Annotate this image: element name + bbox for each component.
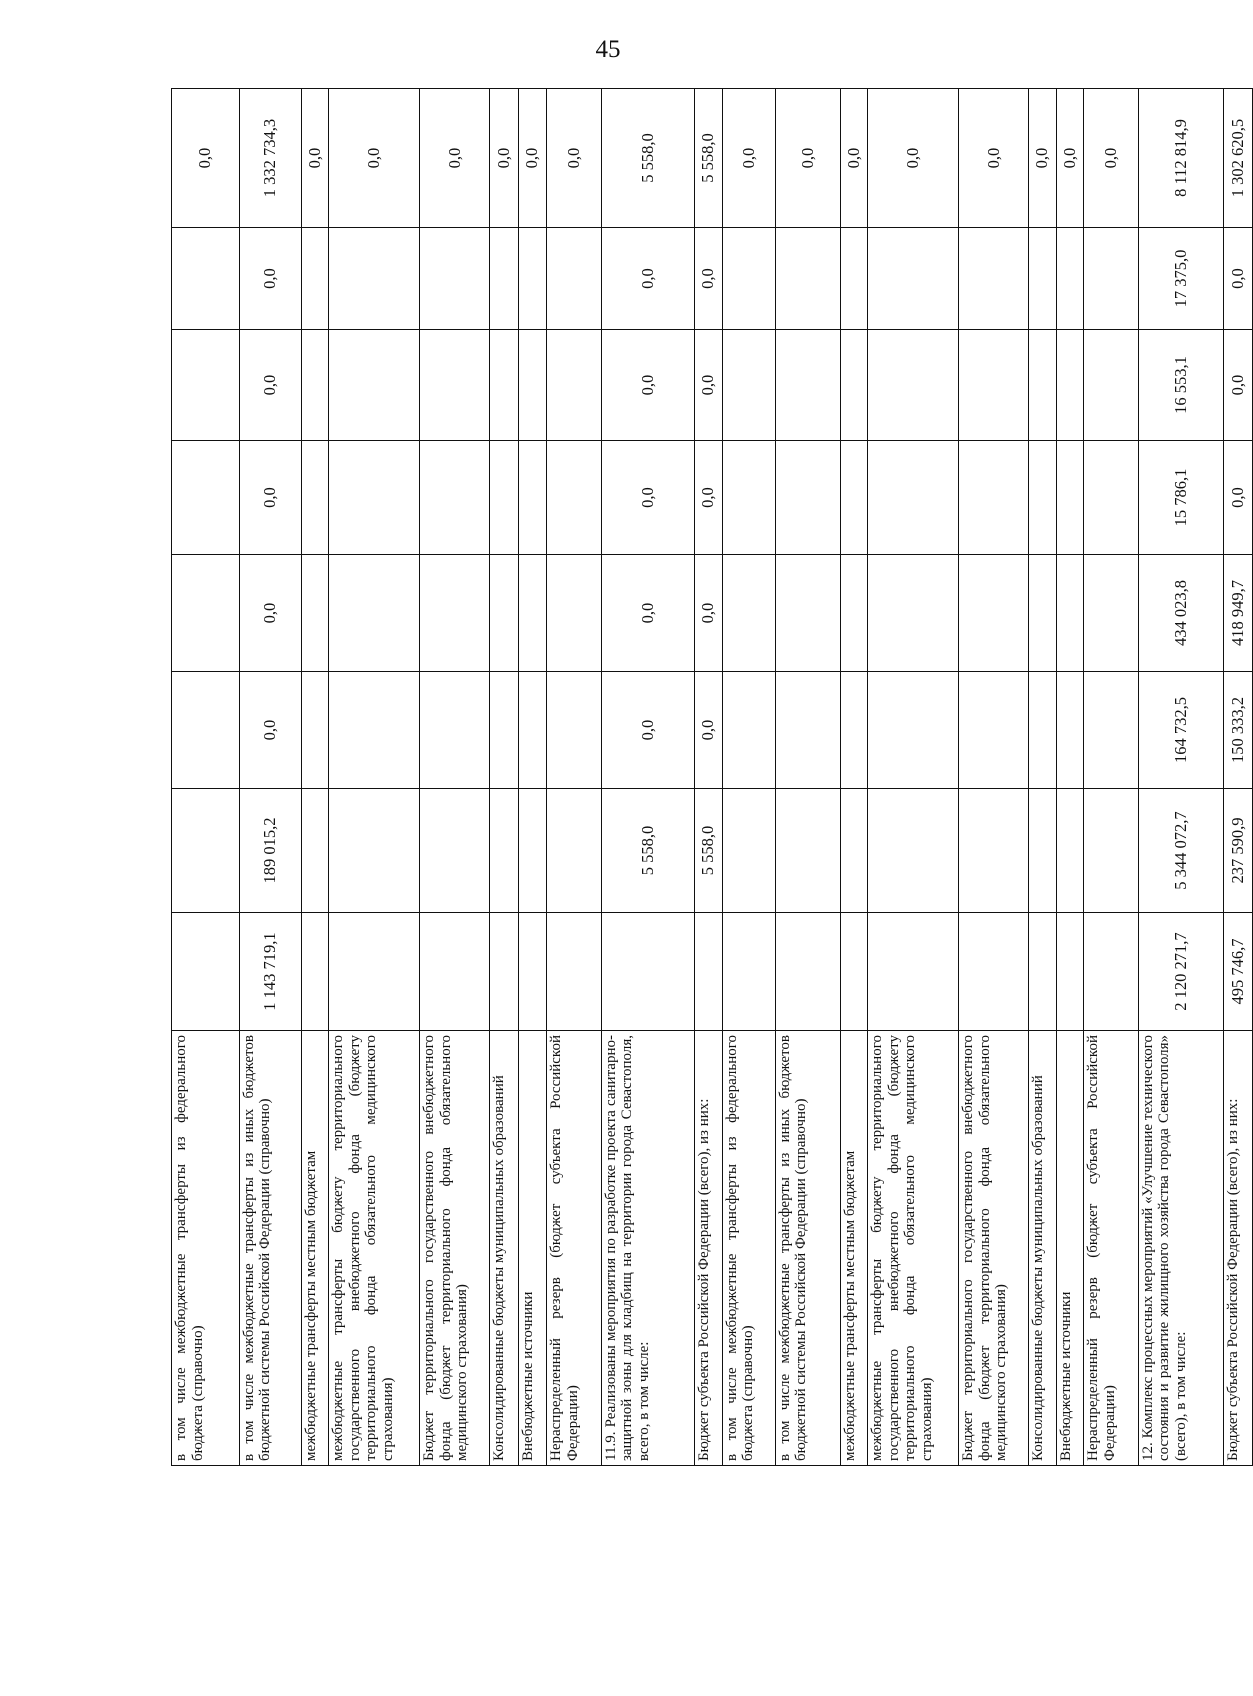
row-total-cell: 1 332 734,3 xyxy=(239,89,301,228)
value-cell xyxy=(959,555,1029,672)
row-total-cell: 0,0 xyxy=(329,89,420,228)
value-cell xyxy=(722,789,775,913)
value-cell: 0,0 xyxy=(239,330,301,441)
value-cell xyxy=(172,441,240,555)
value-cell: 0,0 xyxy=(695,555,722,672)
row-total-cell: 5 558,0 xyxy=(695,89,722,228)
value-cell xyxy=(329,913,420,1031)
value-cell xyxy=(959,330,1029,441)
value-cell xyxy=(329,555,420,672)
row-label: Бюджет субъекта Российской Федерации (всего), из них: xyxy=(1224,1031,1253,1466)
row-label: межбюджетные трансферты местным бюджетам xyxy=(301,1031,328,1466)
table-row xyxy=(1084,89,1139,1466)
row-total-cell: 0,0 xyxy=(547,89,602,228)
value-cell xyxy=(301,228,328,330)
value-cell xyxy=(1056,789,1083,913)
value-cell: 0,0 xyxy=(695,672,722,789)
value-cell xyxy=(722,330,775,441)
table-row xyxy=(722,89,775,1466)
row-total-cell: 0,0 xyxy=(840,89,867,228)
value-cell xyxy=(775,555,840,672)
value-cell: 5 558,0 xyxy=(695,789,722,913)
row-label: в том числе межбюджетные трансферты из иных бюджетов бюджетной системы Российской Федерации (справочно) xyxy=(775,1031,840,1466)
value-cell xyxy=(1084,913,1139,1031)
row-total-cell: 0,0 xyxy=(1029,89,1056,228)
value-cell xyxy=(547,228,602,330)
value-cell xyxy=(840,441,867,555)
value-cell xyxy=(959,913,1029,1031)
value-cell xyxy=(1029,672,1056,789)
value-cell xyxy=(695,913,722,1031)
row-total-cell: 0,0 xyxy=(420,89,490,228)
value-cell xyxy=(301,441,328,555)
value-cell xyxy=(301,330,328,441)
value-cell xyxy=(301,913,328,1031)
row-label: в том числе межбюджетные трансферты из федерального бюджета (справочно) xyxy=(172,1031,240,1466)
table-row xyxy=(518,89,547,1466)
value-cell xyxy=(959,789,1029,913)
value-cell: 495 746,7 xyxy=(1224,913,1253,1031)
value-cell: 0,0 xyxy=(239,555,301,672)
value-cell: 150 333,2 xyxy=(1224,672,1253,789)
value-cell: 0,0 xyxy=(601,330,694,441)
value-cell xyxy=(868,330,959,441)
value-cell xyxy=(1056,913,1083,1031)
value-cell xyxy=(172,555,240,672)
value-cell xyxy=(840,789,867,913)
row-label: Внебюджетные источники xyxy=(518,1031,547,1466)
value-cell: 0,0 xyxy=(1224,441,1253,555)
value-cell xyxy=(722,913,775,1031)
page-number: 45 xyxy=(595,36,621,63)
row-label: Консолидированные бюджеты муниципальных образований xyxy=(1029,1031,1056,1466)
row-label: Бюджет территориального государственного внебюджетного фонда (бюджет территориального фонда обязательного медицинского страхования) xyxy=(959,1031,1029,1466)
value-cell xyxy=(490,330,519,441)
value-cell xyxy=(868,913,959,1031)
value-cell xyxy=(518,672,547,789)
value-cell xyxy=(518,228,547,330)
value-cell: 434 023,8 xyxy=(1138,555,1224,672)
table-row xyxy=(959,89,1029,1466)
value-cell xyxy=(329,330,420,441)
table-row xyxy=(1138,89,1224,1466)
row-total-cell: 0,0 xyxy=(172,89,240,228)
row-label: Бюджет субъекта Российской Федерации (всего), из них: xyxy=(695,1031,722,1466)
table-row xyxy=(329,89,420,1466)
table-row xyxy=(172,89,240,1466)
value-cell: 0,0 xyxy=(1224,330,1253,441)
value-cell: 16 553,1 xyxy=(1138,330,1224,441)
value-cell: 0,0 xyxy=(601,555,694,672)
value-cell: 418 949,7 xyxy=(1224,555,1253,672)
value-cell xyxy=(1084,228,1139,330)
value-cell xyxy=(959,441,1029,555)
value-cell xyxy=(490,441,519,555)
value-cell xyxy=(518,789,547,913)
table-row xyxy=(239,89,301,1466)
table-row xyxy=(601,89,694,1466)
value-cell xyxy=(722,555,775,672)
value-cell: 0,0 xyxy=(601,672,694,789)
value-cell xyxy=(722,441,775,555)
value-cell xyxy=(1084,555,1139,672)
value-cell xyxy=(547,555,602,672)
value-cell: 2 120 271,7 xyxy=(1138,913,1224,1031)
value-cell xyxy=(329,789,420,913)
row-total-cell: 0,0 xyxy=(518,89,547,228)
table-row xyxy=(301,89,328,1466)
value-cell: 0,0 xyxy=(601,441,694,555)
value-cell xyxy=(1029,228,1056,330)
value-cell: 0,0 xyxy=(695,228,722,330)
row-label: Консолидированные бюджеты муниципальных образований xyxy=(490,1031,519,1466)
value-cell xyxy=(420,330,490,441)
rotated-table-container xyxy=(171,89,1253,1466)
value-cell: 0,0 xyxy=(601,228,694,330)
value-cell xyxy=(490,789,519,913)
row-label: Внебюджетные источники xyxy=(1056,1031,1083,1466)
value-cell: 15 786,1 xyxy=(1138,441,1224,555)
row-total-cell: 0,0 xyxy=(490,89,519,228)
row-total-cell: 0,0 xyxy=(775,89,840,228)
value-cell: 0,0 xyxy=(239,228,301,330)
value-cell xyxy=(722,672,775,789)
value-cell xyxy=(1084,672,1139,789)
value-cell: 0,0 xyxy=(1224,228,1253,330)
value-cell xyxy=(1029,913,1056,1031)
value-cell: 0,0 xyxy=(239,441,301,555)
value-cell: 237 590,9 xyxy=(1224,789,1253,913)
value-cell xyxy=(547,913,602,1031)
value-cell xyxy=(547,330,602,441)
value-cell xyxy=(1029,555,1056,672)
value-cell: 1 143 719,1 xyxy=(239,913,301,1031)
budget-table xyxy=(171,88,1253,1466)
value-cell xyxy=(329,672,420,789)
row-total-cell: 1 302 620,5 xyxy=(1224,89,1253,228)
value-cell xyxy=(959,672,1029,789)
value-cell xyxy=(868,555,959,672)
value-cell xyxy=(420,672,490,789)
value-cell: 0,0 xyxy=(695,330,722,441)
value-cell xyxy=(172,913,240,1031)
value-cell xyxy=(1029,330,1056,441)
row-label: 11.9. Реализованы мероприятия по разработке проекта санитарно-защитной зоны для кладбищ на территории города Севастополя, всего, в том числе: xyxy=(601,1031,694,1466)
value-cell xyxy=(840,555,867,672)
row-label: Нераспределенный резерв (бюджет субъекта Российской Федерации) xyxy=(547,1031,602,1466)
row-total-cell: 0,0 xyxy=(301,89,328,228)
value-cell xyxy=(420,913,490,1031)
value-cell xyxy=(840,672,867,789)
value-cell: 164 732,5 xyxy=(1138,672,1224,789)
value-cell xyxy=(840,913,867,1031)
value-cell xyxy=(959,228,1029,330)
value-cell xyxy=(840,228,867,330)
value-cell xyxy=(1056,228,1083,330)
value-cell xyxy=(329,228,420,330)
value-cell xyxy=(547,441,602,555)
value-cell xyxy=(547,789,602,913)
value-cell xyxy=(1056,441,1083,555)
row-label: межбюджетные трансферты бюджету территориального государственного внебюджетного фонда (бюджету территориального фонда обязательного медицинского страхования) xyxy=(329,1031,420,1466)
row-label: в том числе межбюджетные трансферты из федерального бюджета (справочно) xyxy=(722,1031,775,1466)
value-cell: 0,0 xyxy=(695,441,722,555)
value-cell xyxy=(775,330,840,441)
value-cell xyxy=(775,441,840,555)
value-cell xyxy=(868,228,959,330)
value-cell xyxy=(301,555,328,672)
row-label: межбюджетные трансферты местным бюджетам xyxy=(840,1031,867,1466)
value-cell xyxy=(775,913,840,1031)
value-cell xyxy=(420,789,490,913)
value-cell xyxy=(1084,441,1139,555)
value-cell xyxy=(722,228,775,330)
value-cell xyxy=(775,672,840,789)
table-row xyxy=(840,89,867,1466)
table-row xyxy=(695,89,722,1466)
value-cell: 17 375,0 xyxy=(1138,228,1224,330)
value-cell xyxy=(1056,555,1083,672)
value-cell xyxy=(420,555,490,672)
value-cell xyxy=(172,228,240,330)
value-cell xyxy=(301,789,328,913)
value-cell xyxy=(329,441,420,555)
table-row xyxy=(1224,89,1253,1466)
value-cell xyxy=(775,789,840,913)
row-label: межбюджетные трансферты бюджету территориального государственного внебюджетного фонда (бюджету территориального фонда обязательного медицинского страхования) xyxy=(868,1031,959,1466)
value-cell xyxy=(1056,672,1083,789)
row-label: Нераспределенный резерв (бюджет субъекта Российской Федерации) xyxy=(1084,1031,1139,1466)
value-cell xyxy=(490,672,519,789)
value-cell xyxy=(301,672,328,789)
table-row xyxy=(868,89,959,1466)
value-cell: 5 558,0 xyxy=(601,789,694,913)
row-total-cell: 5 558,0 xyxy=(601,89,694,228)
value-cell xyxy=(518,555,547,672)
table-row xyxy=(775,89,840,1466)
row-total-cell: 0,0 xyxy=(868,89,959,228)
row-label: 12. Комплекс процессных мероприятий «Улучшение технического состояния и развитие жилищного хозяйства города Севастополя» (всего), в том числе: xyxy=(1138,1031,1224,1466)
value-cell xyxy=(518,330,547,441)
value-cell: 5 344 072,7 xyxy=(1138,789,1224,913)
value-cell: 189 015,2 xyxy=(239,789,301,913)
table-row xyxy=(420,89,490,1466)
value-cell xyxy=(518,441,547,555)
value-cell xyxy=(840,330,867,441)
value-cell xyxy=(420,228,490,330)
value-cell xyxy=(1056,330,1083,441)
value-cell xyxy=(490,913,519,1031)
value-cell xyxy=(490,555,519,672)
table-body xyxy=(172,89,1253,1466)
value-cell xyxy=(420,441,490,555)
value-cell: 0,0 xyxy=(239,672,301,789)
row-total-cell: 0,0 xyxy=(959,89,1029,228)
table-row xyxy=(1056,89,1083,1466)
row-label: Бюджет территориального государственного внебюджетного фонда (бюджет территориального фонда обязательного медицинского страхования) xyxy=(420,1031,490,1466)
table-row xyxy=(547,89,602,1466)
row-total-cell: 8 112 814,9 xyxy=(1138,89,1224,228)
value-cell xyxy=(868,789,959,913)
row-total-cell: 0,0 xyxy=(722,89,775,228)
value-cell xyxy=(547,672,602,789)
value-cell xyxy=(1084,330,1139,441)
table-row xyxy=(490,89,519,1466)
row-total-cell: 0,0 xyxy=(1056,89,1083,228)
value-cell xyxy=(172,672,240,789)
value-cell xyxy=(1029,789,1056,913)
row-label: в том числе межбюджетные трансферты из иных бюджетов бюджетной системы Российской Федерации (справочно) xyxy=(239,1031,301,1466)
value-cell xyxy=(868,672,959,789)
value-cell xyxy=(1084,789,1139,913)
row-total-cell: 0,0 xyxy=(1084,89,1139,228)
value-cell xyxy=(868,441,959,555)
value-cell xyxy=(518,913,547,1031)
table-row xyxy=(1029,89,1056,1466)
value-cell xyxy=(775,228,840,330)
value-cell xyxy=(172,330,240,441)
value-cell xyxy=(601,913,694,1031)
value-cell xyxy=(172,789,240,913)
value-cell xyxy=(1029,441,1056,555)
value-cell xyxy=(490,228,519,330)
